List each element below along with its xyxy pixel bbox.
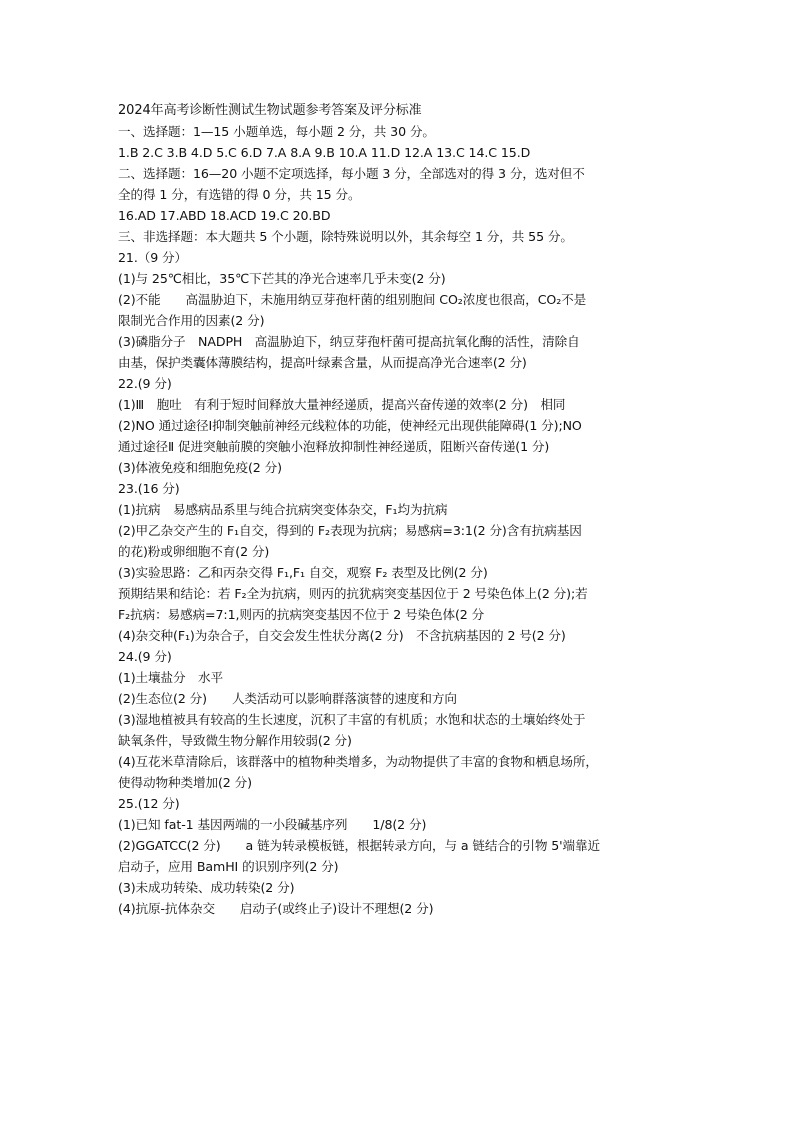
question-25-heading: 25.(12 分) <box>118 796 180 811</box>
section-2-answers: 16.AD 17.ABD 18.ACD 19.C 20.BD <box>118 208 331 223</box>
question-21-heading: 21.（9 分） <box>118 250 188 265</box>
answer-line: (1)Ⅲ 胞吐 有利于短时间释放大量神经递质，提高兴奋传递的效率(2 分) 相同 <box>118 397 566 412</box>
section-3-heading: 三、非选择题：本大题共 5 个小题，除特殊说明以外，其余每空 1 分，共 55 分。 <box>118 229 573 244</box>
answer-document <box>118 100 678 919</box>
answer-line: (2)甲乙杂交产生的 F₁自交，得到的 F₂表现为抗病；易感病=3:1(2 分)含有抗病基因 <box>118 523 582 538</box>
answer-line: (3)体液免疫和细胞免疫(2 分) <box>118 460 282 475</box>
answer-line: (2)GGATCC(2 分) a 链为转录模板链，根据转录方向，与 a 链结合的引物 5'端靠近 <box>118 838 601 853</box>
answer-line: 启动子，应用 BamHI 的识别序列(2 分) <box>118 859 339 874</box>
answer-line: 缺氧条件，导致微生物分解作用较弱(2 分) <box>118 733 352 748</box>
answer-line: (2)不能 高温胁迫下，未施用纳豆芽孢杆菌的组别胞间 CO₂浓度也很高，CO₂不是 <box>118 292 587 307</box>
section-2-heading: 二、选择题：16—20 小题不定项选择，每小题 3 分，全部选对的得 3 分，选对但不 <box>118 166 585 181</box>
answer-line: 由基，保护类囊体薄膜结构，提高叶绿素含量，从而提高净光合速率(2 分) <box>118 355 527 370</box>
answer-line: 限制光合作用的因素(2 分) <box>118 313 265 328</box>
question-23-heading: 23.(16 分) <box>118 481 180 496</box>
answer-line: 的花)粉或卵细胞不育(2 分) <box>118 544 270 559</box>
answer-line: F₂抗病：易感病=7:1,则丙的抗病突变基因不位于 2 号染色体(2 分 <box>118 607 485 622</box>
answer-line: (1)抗病 易感病品系里与纯合抗病突变体杂交，F₁均为抗病 <box>118 502 448 517</box>
answer-line: (1)与 25℃相比，35℃下芒其的净光合速率几乎未变(2 分) <box>118 271 446 286</box>
answer-line: (2)生态位(2 分) 人类活动可以影响群落演替的速度和方向 <box>118 691 457 706</box>
answer-line: (3)湿地植被具有较高的生长速度，沉积了丰富的有机质；水饱和状态的土壤始终处于 <box>118 712 586 727</box>
answer-line: (3)未成功转染、成功转染(2 分) <box>118 880 295 895</box>
section-1-heading: 一、选择题：1—15 小题单选，每小题 2 分，共 30 分。 <box>118 124 435 139</box>
answer-line: (3)实验思路：乙和丙杂交得 F₁,F₁ 自交，观察 F₂ 表型及比例(2 分) <box>118 565 488 580</box>
answer-line: 预期结果和结论：若 F₂全为抗病，则丙的抗犹病突变基因位于 2 号染色体上(2 分);若 <box>118 586 588 601</box>
answer-line: (2)NO 通过途径Ⅰ抑制突触前神经元线粒体的功能，使神经元出现供能障碍(1 分);NO <box>118 418 582 433</box>
section-1-answers: 1.B 2.C 3.B 4.D 5.C 6.D 7.A 8.A 9.B 10.A 11.D 12.A 13.C 14.C 15.D <box>118 145 531 160</box>
answer-line: (4)互花米草清除后，该群落中的植物种类增多，为动物提供了丰富的食物和栖息场所， <box>118 754 598 769</box>
question-22-heading: 22.(9 分) <box>118 376 172 391</box>
answer-line: (4)杂交种(F₁)为杂合子，自交会发生性状分离(2 分) 不含抗病基因的 2 号(2 分) <box>118 628 566 643</box>
document-title: 2024年高考诊断性测试生物试题参考答案及评分标准 <box>118 103 422 118</box>
answer-line: 使得动物种类增加(2 分) <box>118 775 252 790</box>
answer-line: (4)抗原-抗体杂交 启动子(或终止子)设计不理想(2 分) <box>118 901 434 916</box>
answer-line: 通过途径Ⅱ 促进突触前膜的突触小泡释放抑制性神经递质，阻断兴奋传递(1 分) <box>118 439 550 454</box>
section-2-heading-cont: 全的得 1 分，有选错的得 0 分，共 15 分。 <box>118 187 361 202</box>
answer-line: (1)土壤盐分 水平 <box>118 670 223 685</box>
question-24-heading: 24.(9 分) <box>118 649 172 664</box>
answer-line: (1)已知 fat-1 基因两端的一小段碱基序列 1/8(2 分) <box>118 817 427 832</box>
answer-line: (3)磷脂分子 NADPH 高温胁迫下，纳豆芽孢杆菌可提高抗氧化酶的活性，清除自 <box>118 334 580 349</box>
